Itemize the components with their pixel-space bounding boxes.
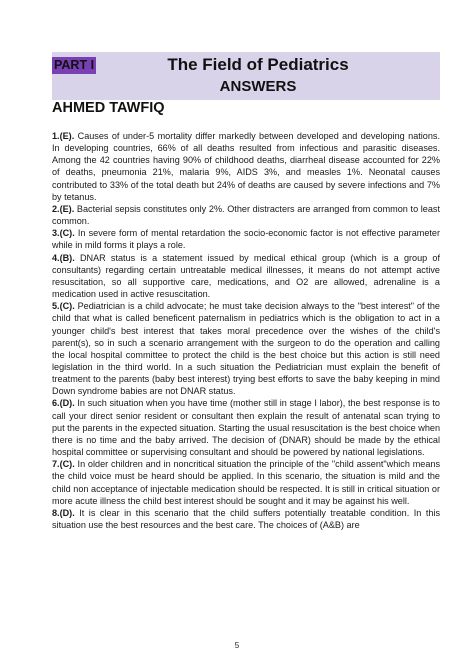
page-subtitle: ANSWERS [219,78,297,95]
answer-number: 5.(C). [52,301,75,312]
answer-number: 3.(C). [52,228,75,239]
page-number: 5 [234,641,240,650]
answers-list [52,130,440,531]
answer-number: 8.(D). [52,507,75,518]
answer-text: Bacterial sepsis constitutes only 2%. Other distracters are arranged from common to least common. [52,203,440,227]
part-label: PART I [54,58,95,72]
answer-number: 4.(B). [52,252,75,263]
answer-number: 6.(D). [52,398,75,409]
answer-number: 1.(E). [52,131,75,141]
answer-item [52,203,440,227]
answer-item [52,458,440,507]
answer-item [52,507,440,531]
answer-text: In older children and in noncritical situation the principle of the "child assent"which means the child voice must be heard should be applied. In this scenario, the situation is mild and the child non acceptance of injectable medication should be respected. It is still in critical situation or more acute illness the child best interest should be sought and it may be against his well. [52,459,440,506]
answer-text: In such situation when you have time (mother still in stage I labor), the best response is to call your direct senior resident or consultant then explain the result of antenatal scan trying to put the parents in the expected situation. Starting the usual resuscitation is the best choice when there is no time and the baby arrived. The decision of (DNAR) should be made by the ethical hospital committee or supervising consultant and should be powered by national legislations. [52,398,440,458]
answer-number: 2.(E). [52,203,75,214]
answer-item [52,252,440,301]
answer-item [52,130,440,203]
author-name: AHMED TAWFIQ [52,100,165,116]
answer-text: Causes of under-5 mortality differ markedly between developed and developing nations. In developing countries, 66% of all deaths resulted from infectious and parasitic diseases. Among the 42 countries having 90% of childhood deaths, diarrheal disease accounted for 22% of deaths, pneumonia 21%, malaria 9%, AIDS 3%, and measles 1%. Neonatal causes contributed to 33% of the total death but 24% of deaths are caused by severe infections and 7% by tetanus. [52,131,440,202]
answer-item [52,300,440,397]
page-title: The Field of Pediatrics [167,55,349,74]
answer-item [52,397,440,458]
answer-text: In severe form of mental retardation the socio-economic factor is not effective parameter while in mild forms it plays a role. [52,228,440,251]
answer-text: It is clear in this scenario that the child suffers potentially treatable condition. In this situation use the best resources and the best care. The choices of (A&B) are [52,507,440,530]
answer-text: DNAR status is a statement issued by medical ethical group (which is a group of consultants) regarding certain untreatable medical illnesses, it means do not attempt active resuscitation, so all supportive care, medications, and O2 are allowed, adrenaline is a medication used in active resuscitation. [52,252,440,300]
answer-number: 7.(C). [52,459,75,470]
answer-text: Pediatrician is a child advocate; he must take decision always to the "best interest" of the child that what is called beneficent paternalism in pediatrics which is the obligation to act in a younger child's best interest that takes moral precedence over the wishes of the child's parent(s), so in such a scenario arrangement with the surgeon to do the operation and calling the local hospital committee to protect the child is the best choice but this action is still need legislation in the third world. In a such situation the Pediatrician must explain the benefit of treatment to the parents (baby best interest) trying best efforts to save the baby keeping in mind Down syndrome babies are not DNAR status. [52,301,440,397]
answer-item [52,227,440,251]
